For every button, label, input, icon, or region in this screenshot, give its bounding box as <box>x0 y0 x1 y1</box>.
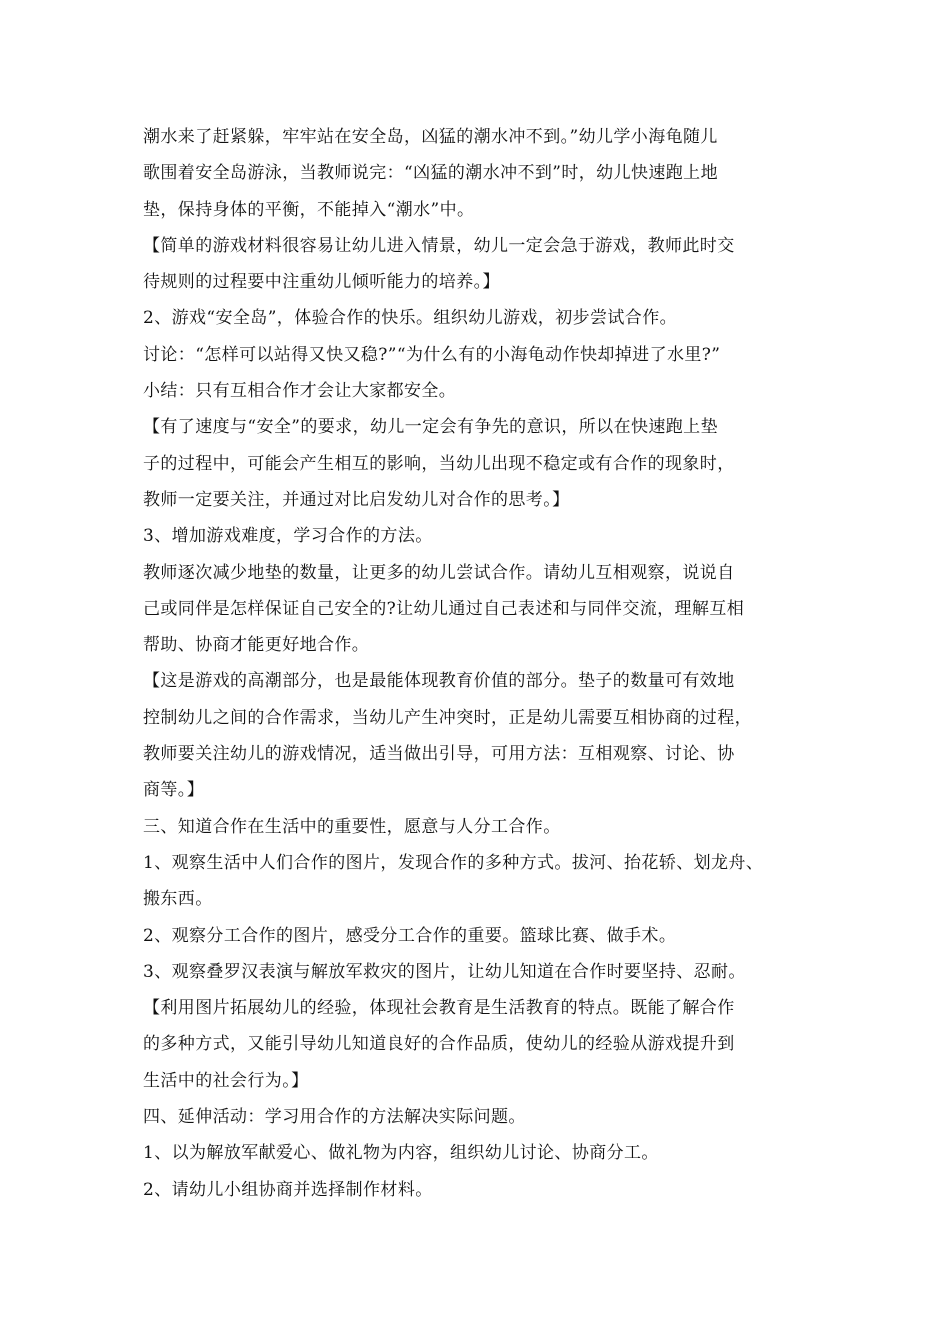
text-line: 教师逐次减少地垫的数量，让更多的幼儿尝试合作。请幼儿互相观察，说说自 <box>143 562 735 583</box>
text-line: 垫，保持身体的平衡，不能掉入“潮水”中。 <box>143 199 475 220</box>
text-line: 的多种方式，又能引导幼儿知道良好的合作品质，使幼儿的经验从游戏提升到 <box>143 1034 735 1055</box>
text-line: 子的过程中，可能会产生相互的影响，当幼儿出现不稳定或有合作的现象时， <box>143 453 735 474</box>
text-line: 歌围着安全岛游泳，当教师说完：“凶猛的潮水冲不到”时，幼儿快速跑上地 <box>143 163 718 184</box>
text-line: 控制幼儿之间的合作需求，当幼儿产生冲突时，正是幼儿需要互相协商的过程， <box>143 707 752 728</box>
text-line: 1、观察生活中人们合作的图片，发现合作的多种方式。拔河、抬花轿、划龙舟、 <box>143 852 764 873</box>
text-line: 搬东西。 <box>143 889 213 910</box>
text-line: 己或同伴是怎样保证自己安全的?让幼儿通过自己表述和与同伴交流，理解互相 <box>143 598 745 619</box>
text-line: 2、游戏“安全岛”，体验合作的快乐。组织幼儿游戏，初步尝试合作。 <box>143 308 677 329</box>
text-line: 【简单的游戏材料很容易让幼儿进入情景，幼儿一定会急于游戏，教师此时交 <box>143 235 735 256</box>
text-line: 帮助、协商才能更好地合作。 <box>143 635 370 656</box>
text-line: 【这是游戏的高潮部分，也是最能体现教育价值的部分。垫子的数量可有效地 <box>143 671 735 692</box>
text-line: 小结：只有互相合作才会让大家都安全。 <box>143 381 457 402</box>
document-body <box>143 119 823 1208</box>
text-line: 三、知道合作在生活中的重要性，愿意与人分工合作。 <box>143 816 561 837</box>
text-line: 3、增加游戏难度，学习合作的方法。 <box>143 526 433 547</box>
text-line: 2、请幼儿小组协商并选择制作材料。 <box>143 1179 433 1200</box>
text-line: 2、观察分工合作的图片，感受分工合作的重要。篮球比赛、做手术。 <box>143 925 677 946</box>
text-line: 讨论：“怎样可以站得又快又稳?”“为什么有的小海龟动作快却掉进了水里?” <box>143 344 721 365</box>
text-line: 教师一定要关注，并通过对比启发幼儿对合作的思考。】 <box>143 489 570 510</box>
text-line: 1、以为解放军献爱心、做礼物为内容，组织幼儿讨论、协商分工。 <box>143 1143 659 1164</box>
text-line: 潮水来了赶紧躲，牢牢站在安全岛，凶猛的潮水冲不到。”幼儿学小海龟随儿 <box>143 127 718 147</box>
text-line: 【有了速度与“安全”的要求，幼儿一定会有争先的意识，所以在快速跑上垫 <box>143 417 718 438</box>
text-line: 【利用图片拓展幼儿的经验，体现社会教育是生活教育的特点。既能了解合作 <box>143 998 735 1019</box>
text-line: 生活中的社会行为。】 <box>143 1070 309 1091</box>
text-line: 四、延伸活动：学习用合作的方法解决实际问题。 <box>143 1107 526 1128</box>
text-line: 商等。】 <box>143 780 205 801</box>
text-line: 3、观察叠罗汉表演与解放军救灾的图片，让幼儿知道在合作时要坚持、忍耐。 <box>143 961 746 982</box>
text-line: 教师要关注幼儿的游戏情况，适当做出引导，可用方法：互相观察、讨论、协 <box>143 744 735 765</box>
text-line: 待规则的过程要中注重幼儿倾听能力的培养。】 <box>143 272 500 293</box>
